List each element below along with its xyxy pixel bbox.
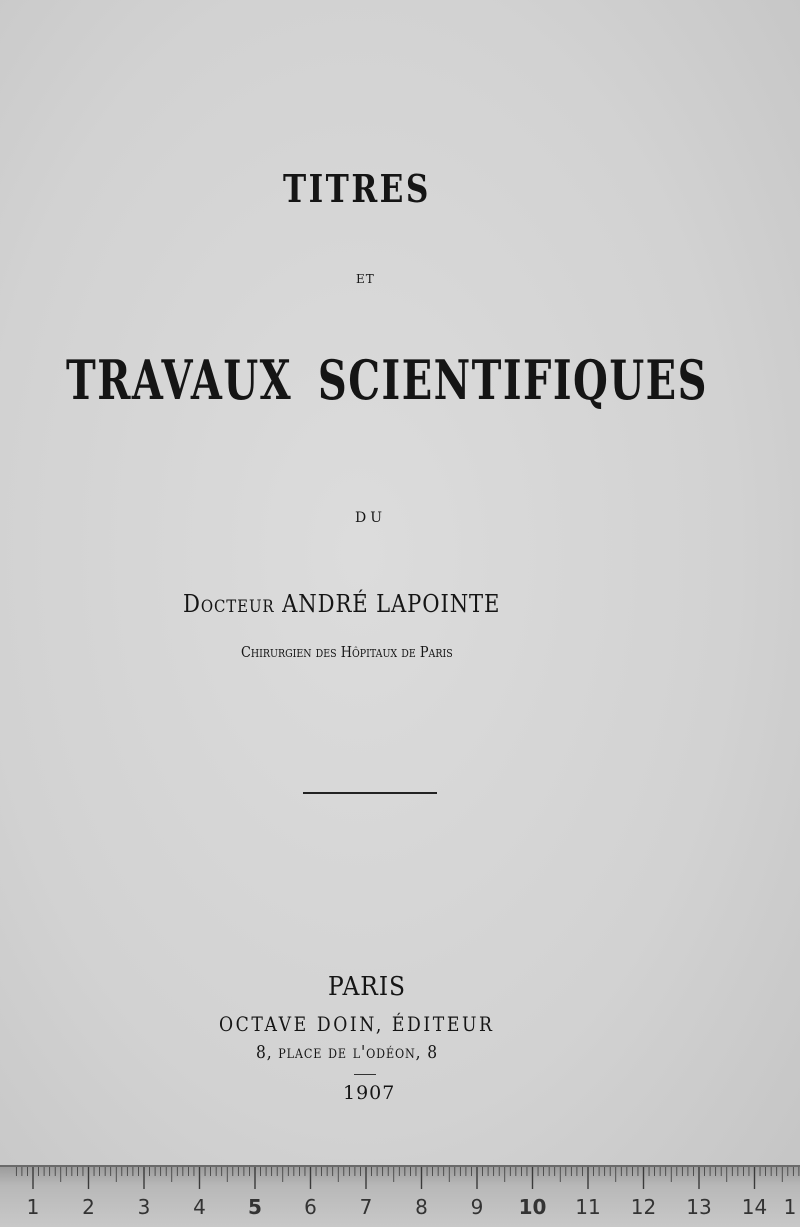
ruler-label: 14 — [741, 1195, 768, 1219]
ruler-label: 9 — [470, 1195, 484, 1219]
ruler-label: 5 — [248, 1195, 262, 1219]
ruler-ticks — [0, 1167, 800, 1227]
ruler-label: 6 — [304, 1195, 317, 1219]
title-conjunction: ET — [356, 272, 375, 286]
ruler-label: 3 — [137, 1195, 151, 1219]
ruler-label: 11 — [575, 1195, 601, 1219]
ruler-label: 13 — [686, 1195, 712, 1219]
ruler-label: 10 — [518, 1195, 547, 1219]
title-line-2: TRAVAUX SCIENTIFIQUES — [66, 348, 708, 412]
ruler-label: 8 — [415, 1195, 428, 1219]
title-preposition: DU — [355, 510, 387, 526]
imprint-address: 8, place de l'odéon, 8 — [256, 1042, 438, 1063]
measuring-ruler — [0, 1165, 800, 1227]
ruler-label: 12 — [630, 1195, 657, 1219]
ruler-label: 1 — [26, 1195, 40, 1219]
ruler-label: 4 — [193, 1195, 206, 1219]
imprint-publisher: OCTAVE DOIN, ÉDITEUR — [219, 1012, 495, 1036]
imprint-dash — [354, 1074, 376, 1075]
ruler-label: 1 — [783, 1195, 797, 1219]
ruler-label: 2 — [82, 1195, 95, 1219]
title-line-1: TITRES — [283, 166, 431, 211]
imprint-city: PARIS — [328, 972, 406, 1002]
author-role: Chirurgien des Hôpitaux de Paris — [241, 643, 453, 661]
imprint-year: 1907 — [343, 1082, 396, 1104]
author-name: Docteur ANDRÉ LAPOINTE — [183, 590, 501, 618]
ruler-label: 7 — [359, 1195, 373, 1219]
separator-rule — [303, 792, 437, 794]
